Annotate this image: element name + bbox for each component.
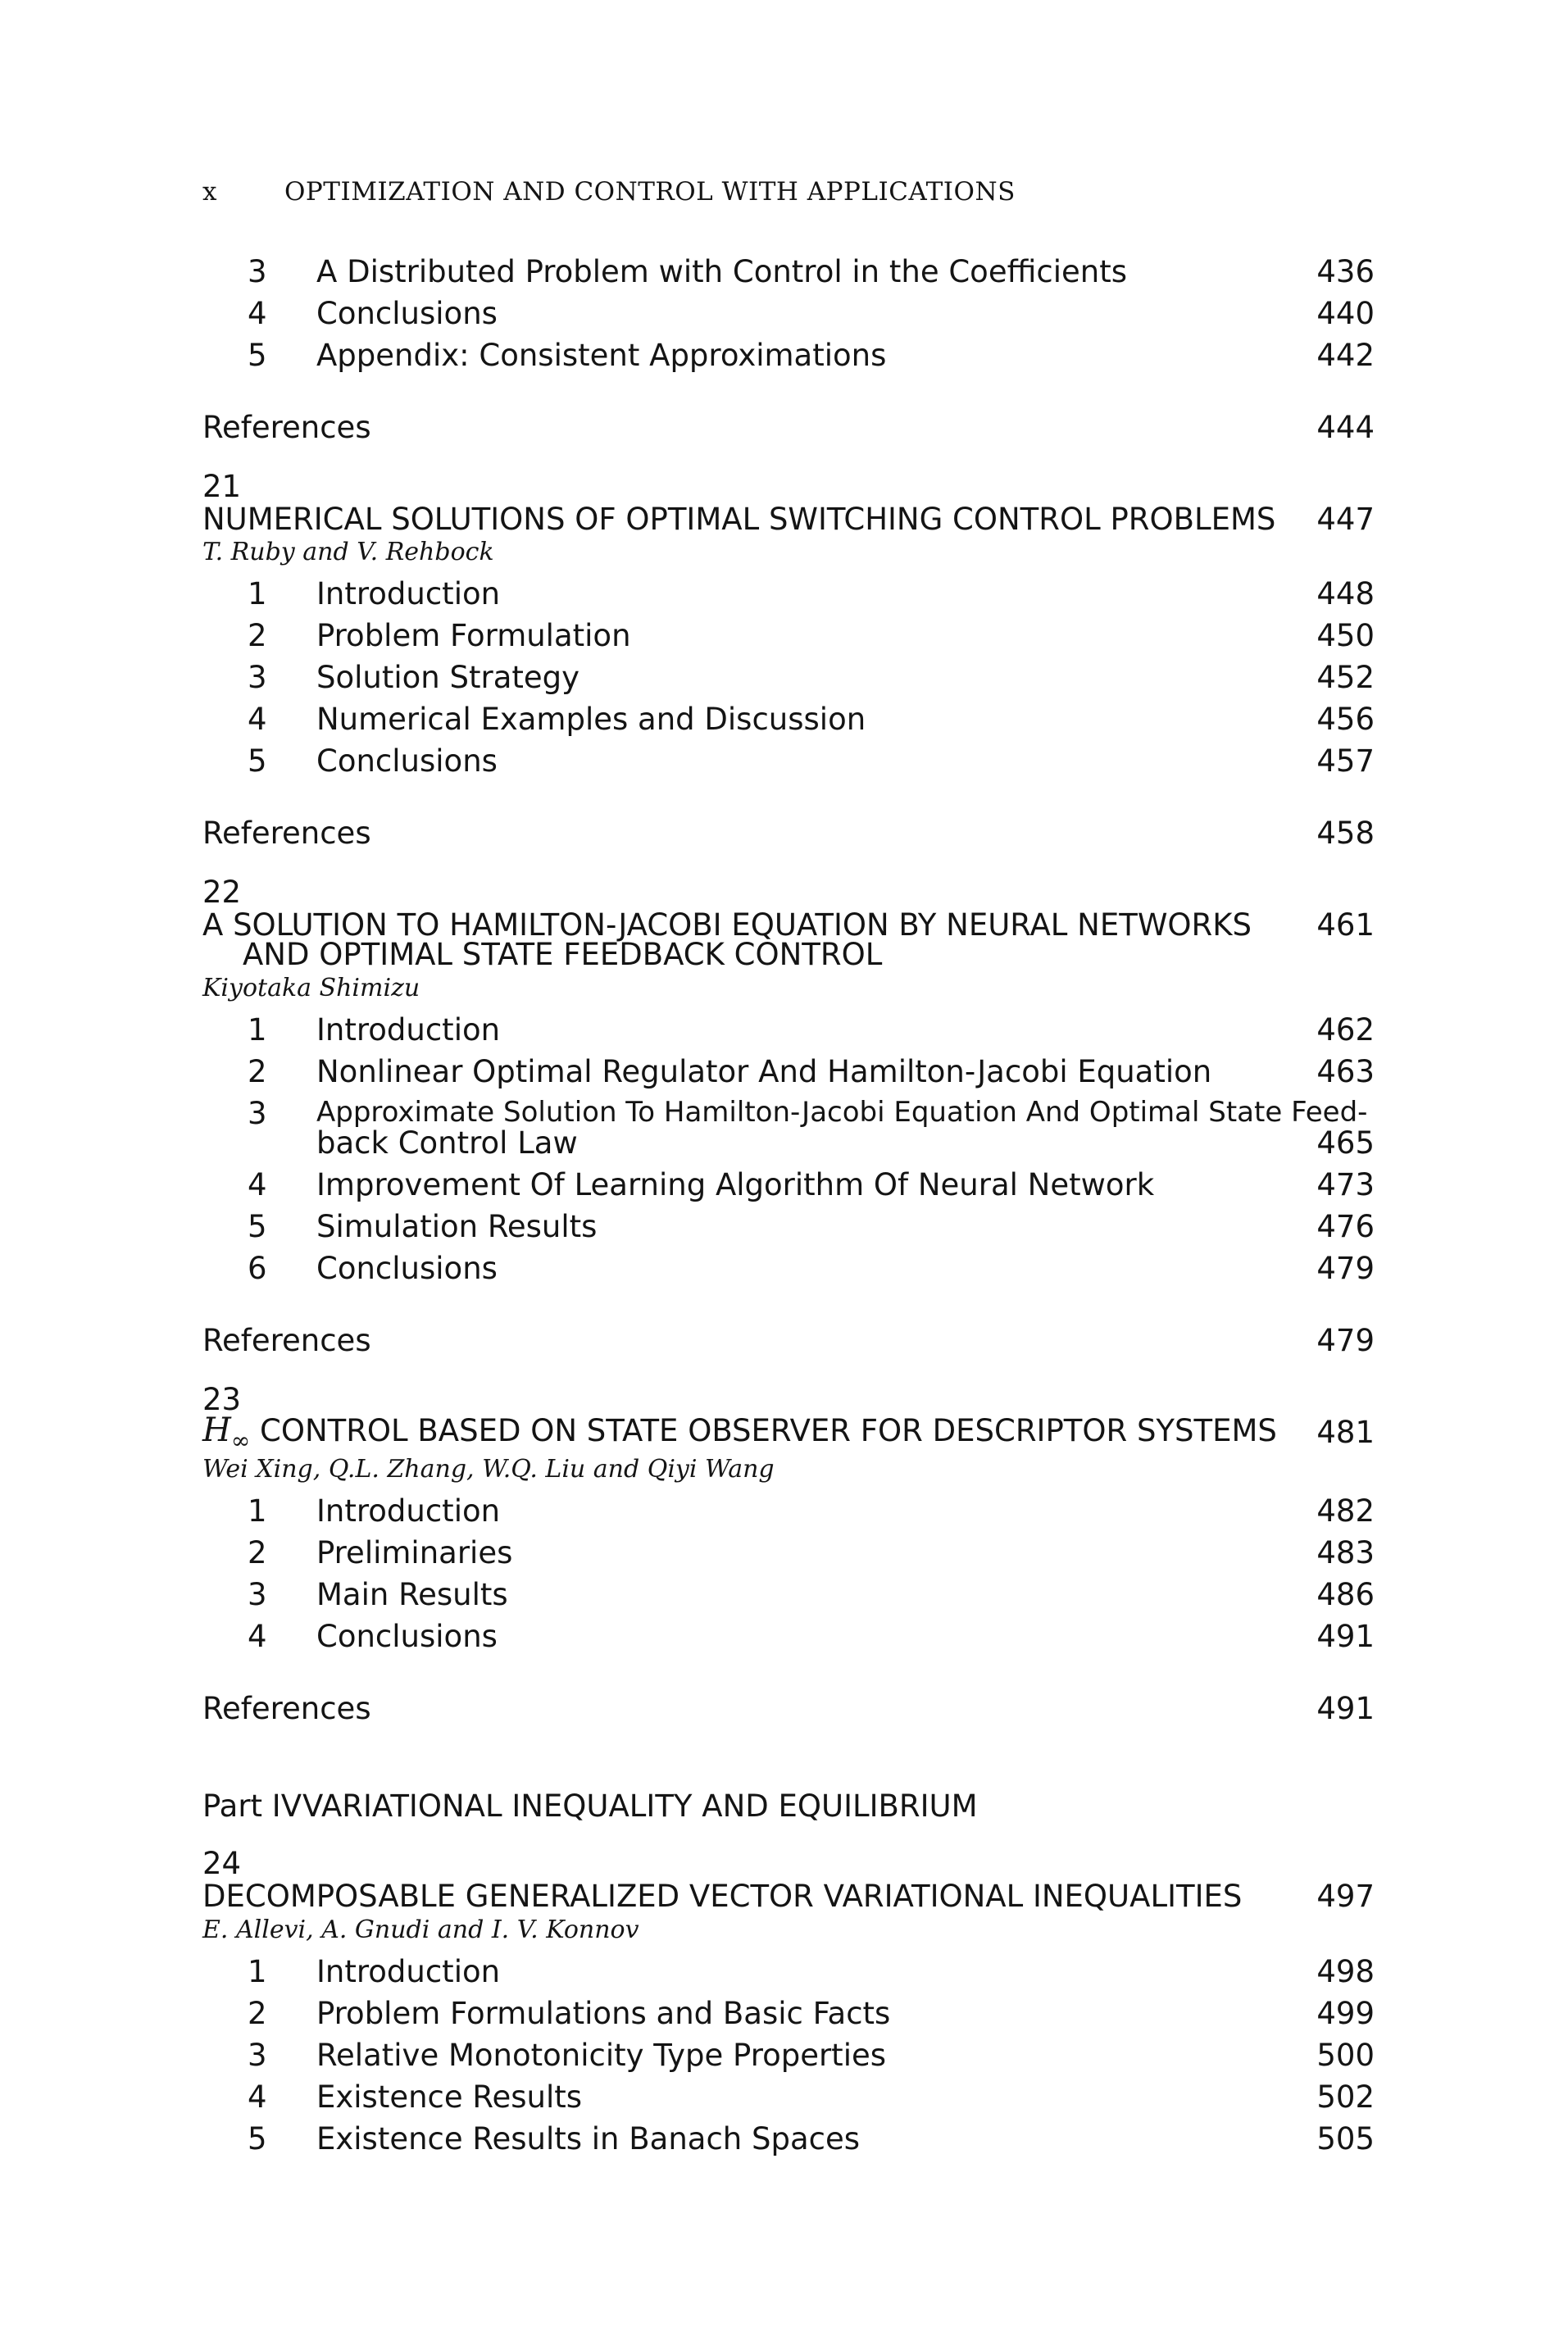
toc-entry xyxy=(0,2038,1568,2077)
toc-entry xyxy=(0,1012,1568,1052)
section-page: 450 xyxy=(1316,618,1375,653)
toc-entry xyxy=(0,1954,1568,1993)
section-title: Problem Formulations and Basic Facts xyxy=(316,1996,891,2031)
references-label: References xyxy=(202,1691,371,1726)
section-number: 4 xyxy=(248,702,267,737)
references-page: 444 xyxy=(1316,410,1375,445)
toc-entry xyxy=(0,1167,1568,1207)
h-infinity-symbol xyxy=(202,1411,251,1454)
book-title: OPTIMIZATION AND CONTROL WITH APPLICATIONS xyxy=(284,177,1016,207)
section-number: 2 xyxy=(248,618,267,653)
section-title: Main Results xyxy=(316,1577,508,1612)
section-number: 2 xyxy=(248,1996,267,2031)
chapter-title xyxy=(202,1411,1277,1454)
chapter-number: 21 xyxy=(202,469,242,504)
chapter-page: 447 xyxy=(1316,502,1375,537)
section-page: 440 xyxy=(1316,296,1375,331)
chapter-authors: Kiyotaka Shimizu xyxy=(202,974,420,1002)
section-number: 5 xyxy=(248,1209,267,1244)
section-page: 491 xyxy=(1316,1619,1375,1654)
section-page: 500 xyxy=(1316,2038,1375,2073)
references-page: 479 xyxy=(1316,1323,1375,1358)
references-page: 491 xyxy=(1316,1691,1375,1726)
section-page: 462 xyxy=(1316,1012,1375,1048)
section-number: 3 xyxy=(248,1577,267,1612)
section-title: Introduction xyxy=(316,1012,501,1048)
toc-entry xyxy=(0,1535,1568,1575)
section-page: 483 xyxy=(1316,1535,1375,1570)
section-page: 473 xyxy=(1316,1167,1375,1202)
section-page: 457 xyxy=(1316,743,1375,779)
h-symbol: H xyxy=(202,1411,231,1449)
references-entry xyxy=(0,410,1568,449)
section-page: 498 xyxy=(1316,1954,1375,1989)
section-title: Existence Results in Banach Spaces xyxy=(316,2121,861,2156)
toc-entry xyxy=(0,743,1568,783)
infinity-subscript: ∞ xyxy=(230,1427,251,1454)
toc-entry xyxy=(0,1209,1568,1248)
toc-entry xyxy=(0,2079,1568,2119)
chapter-authors: Wei Xing, Q.L. Zhang, W.Q. Liu and Qiyi Wang xyxy=(202,1455,775,1484)
toc-entry xyxy=(0,1096,1568,1170)
section-number: 5 xyxy=(248,2121,267,2156)
section-number: 2 xyxy=(248,1054,267,1089)
chapter-page: 497 xyxy=(1316,1879,1375,1914)
chapter-title-continued: AND OPTIMAL STATE FEEDBACK CONTROL xyxy=(243,937,883,972)
section-title: Preliminaries xyxy=(316,1535,513,1570)
section-page: 448 xyxy=(1316,576,1375,611)
chapter-title: NUMERICAL SOLUTIONS OF OPTIMAL SWITCHING CONTROL PROBLEMS xyxy=(202,502,1276,537)
section-number: 5 xyxy=(248,743,267,779)
section-page: 479 xyxy=(1316,1251,1375,1286)
chapter-title: DECOMPOSABLE GENERALIZED VECTOR VARIATIONAL INEQUALITIES xyxy=(202,1879,1243,1914)
chapter-number: 22 xyxy=(202,875,242,910)
references-label: References xyxy=(202,410,371,445)
section-number: 3 xyxy=(248,254,267,289)
section-number: 4 xyxy=(248,2079,267,2115)
section-title: Introduction xyxy=(316,576,501,611)
references-label: References xyxy=(202,1323,371,1358)
section-title-continued: back Control Law xyxy=(316,1125,578,1161)
section-page: 452 xyxy=(1316,660,1375,695)
section-title: Simulation Results xyxy=(316,1209,598,1244)
chapter-title-text: CONTROL BASED ON STATE OBSERVER FOR DESCRIPTOR SYSTEMS xyxy=(250,1413,1277,1448)
chapter-authors: T. Ruby and V. Rehbock xyxy=(202,538,494,566)
section-title: Introduction xyxy=(316,1954,501,1989)
section-page: 436 xyxy=(1316,254,1375,289)
chapter-authors: E. Allevi, A. Gnudi and I. V. Konnov xyxy=(202,1916,639,1944)
section-title: Conclusions xyxy=(316,743,498,779)
page-number: x xyxy=(202,177,217,207)
section-number: 1 xyxy=(248,1954,267,1989)
section-page: 502 xyxy=(1316,2079,1375,2115)
section-number: 2 xyxy=(248,1535,267,1570)
section-number: 5 xyxy=(248,338,267,373)
section-title: Improvement Of Learning Algorithm Of Neural Network xyxy=(316,1167,1155,1202)
section-page: 442 xyxy=(1316,338,1375,373)
section-number: 4 xyxy=(248,296,267,331)
section-page: 482 xyxy=(1316,1493,1375,1529)
section-number: 3 xyxy=(248,2038,267,2073)
toc-entry xyxy=(0,2121,1568,2161)
section-number: 4 xyxy=(248,1167,267,1202)
section-number: 6 xyxy=(248,1251,267,1286)
toc-entry xyxy=(0,1493,1568,1533)
references-label: References xyxy=(202,816,371,851)
section-page: 456 xyxy=(1316,702,1375,737)
references-page: 458 xyxy=(1316,816,1375,851)
section-title: Numerical Examples and Discussion xyxy=(316,702,866,737)
references-entry xyxy=(0,1691,1568,1730)
section-title: Relative Monotonicity Type Properties xyxy=(316,2038,887,2073)
chapter-number: 24 xyxy=(202,1846,242,1881)
section-number: 3 xyxy=(248,660,267,695)
section-title: Conclusions xyxy=(316,1619,498,1654)
section-page: 463 xyxy=(1316,1054,1375,1089)
toc-entry xyxy=(0,1251,1568,1290)
section-page: 476 xyxy=(1316,1209,1375,1244)
toc-entry xyxy=(0,1996,1568,2035)
toc-entry xyxy=(0,1577,1568,1616)
section-title: A Distributed Problem with Control in the Coefficients xyxy=(316,254,1127,289)
section-title: Conclusions xyxy=(316,1251,498,1286)
toc-entry xyxy=(0,1054,1568,1093)
section-page: 486 xyxy=(1316,1577,1375,1612)
references-entry xyxy=(0,816,1568,855)
section-title: Nonlinear Optimal Regulator And Hamilton-Jacobi Equation xyxy=(316,1054,1212,1089)
toc-entry xyxy=(0,1619,1568,1658)
chapter-page: 481 xyxy=(1316,1415,1375,1450)
toc-entry xyxy=(0,618,1568,657)
chapter-number: 23 xyxy=(202,1382,242,1417)
section-title: Problem Formulation xyxy=(316,618,631,653)
chapter-page: 461 xyxy=(1316,907,1375,943)
part-title: VARIATIONAL INEQUALITY AND EQUILIBRIUM xyxy=(302,1788,978,1824)
section-page: 465 xyxy=(1316,1125,1375,1161)
section-number: 3 xyxy=(248,1096,267,1131)
section-page: 499 xyxy=(1316,1996,1375,2031)
toc-entry xyxy=(0,338,1568,377)
section-title: Approximate Solution To Hamilton-Jacobi Equation And Optimal State Feed- xyxy=(316,1096,1368,1129)
section-number: 1 xyxy=(248,1493,267,1529)
references-entry xyxy=(0,1323,1568,1362)
section-title: Conclusions xyxy=(316,296,498,331)
running-header xyxy=(202,177,1016,207)
toc-entry xyxy=(0,702,1568,741)
part-label: Part IV xyxy=(202,1788,302,1824)
chapter-title: A SOLUTION TO HAMILTON-JACOBI EQUATION BY NEURAL NETWORKS xyxy=(202,907,1252,943)
section-title: Solution Strategy xyxy=(316,660,580,695)
part-heading xyxy=(202,1788,978,1824)
section-title: Introduction xyxy=(316,1493,501,1529)
section-page: 505 xyxy=(1316,2121,1375,2156)
section-title: Appendix: Consistent Approximations xyxy=(316,338,887,373)
toc-entry xyxy=(0,296,1568,335)
section-number: 4 xyxy=(248,1619,267,1654)
section-number: 1 xyxy=(248,1012,267,1048)
toc-entry xyxy=(0,660,1568,699)
section-number: 1 xyxy=(248,576,267,611)
toc-entry xyxy=(0,254,1568,293)
section-title: Existence Results xyxy=(316,2079,583,2115)
toc-entry xyxy=(0,576,1568,616)
